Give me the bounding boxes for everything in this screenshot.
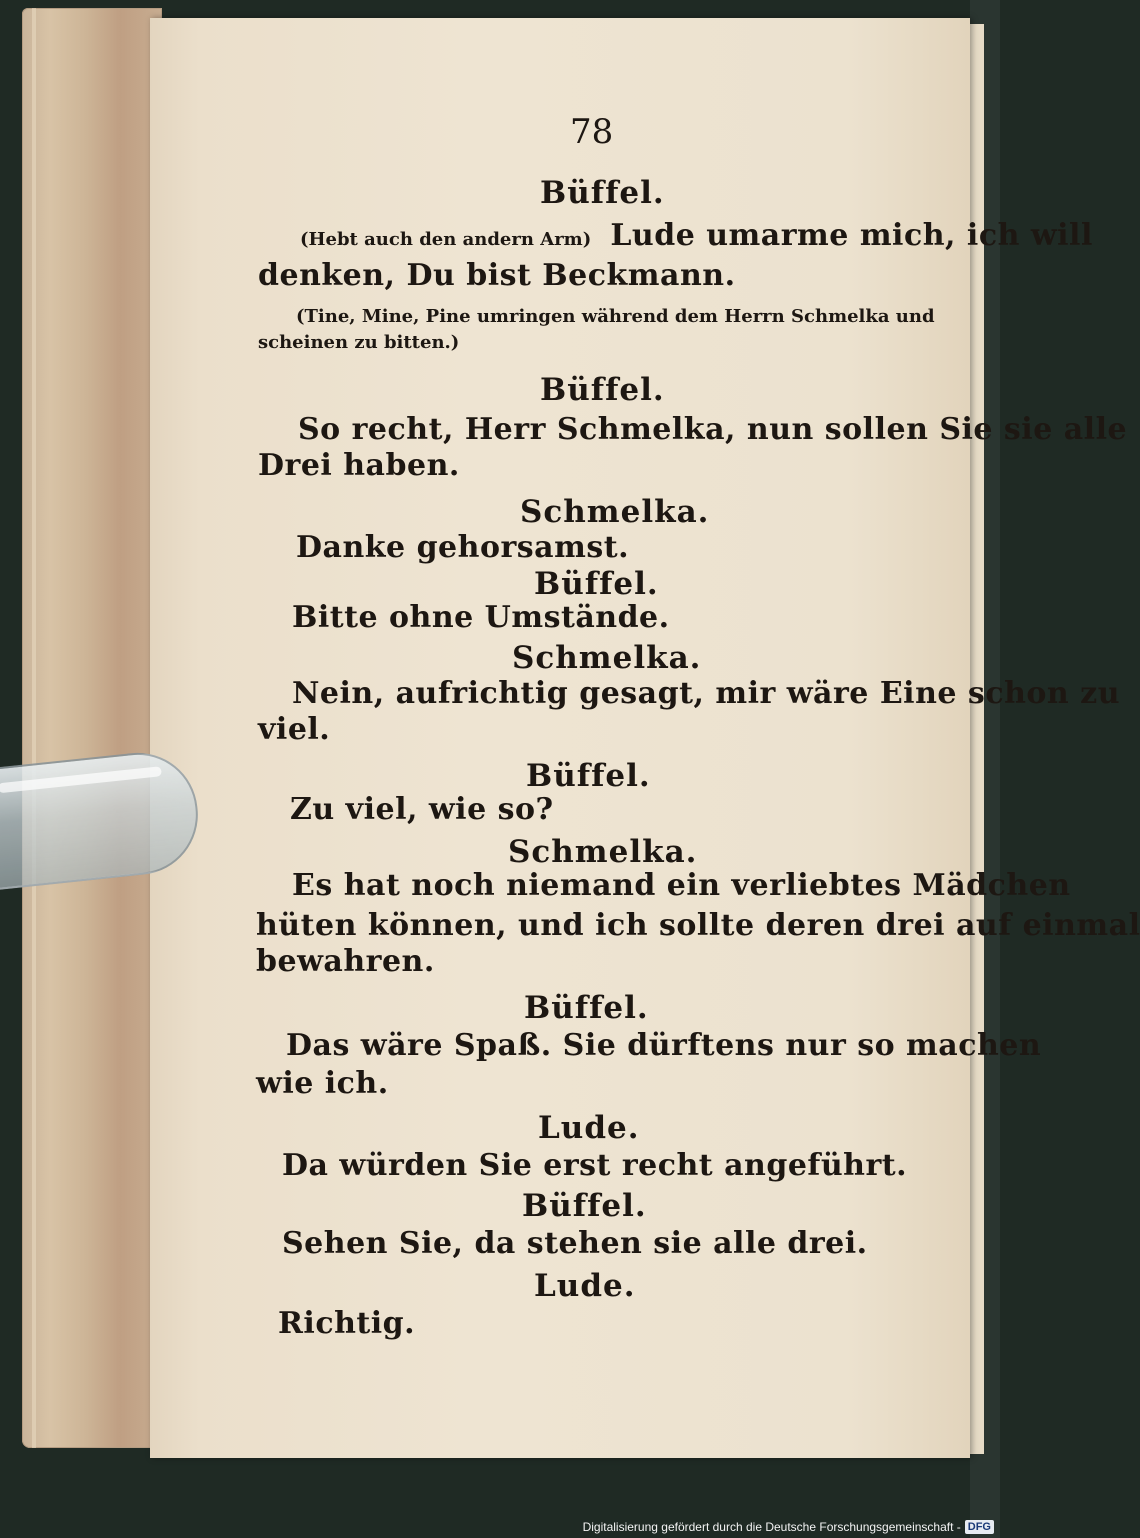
speaker-name: Büffel. [534, 566, 659, 602]
stage-direction: (Hebt auch den andern Arm) [300, 229, 592, 250]
dialogue-text: Da würden Sie erst recht angeführt. [282, 1148, 908, 1183]
text-line [300, 218, 1093, 253]
dialogue-text: wie ich. [256, 1066, 389, 1101]
speaker-name: Büffel. [540, 372, 665, 408]
speaker-name: Schmelka. [520, 494, 710, 530]
speaker-name: Lude. [538, 1110, 640, 1146]
dialogue-text: Zu viel, wie so? [290, 792, 554, 827]
dialogue-text: viel. [258, 712, 331, 747]
dialogue-text: Sehen Sie, da stehen sie alle drei. [282, 1226, 868, 1261]
dialogue-text: So recht, Herr Schmelka, nun sollen Sie sie alle [298, 412, 1128, 447]
dialogue-text: Bitte ohne Umstände. [292, 600, 670, 635]
speaker-name: Büffel. [526, 758, 651, 794]
stage-direction: scheinen zu bitten.) [258, 332, 460, 353]
dialogue-text: hüten können, und ich sollte deren drei auf einmal [256, 908, 1140, 943]
page-edges [22, 8, 162, 1448]
dialogue-text: bewahren. [256, 944, 435, 979]
credit-text: Digitalisierung gefördert durch die Deutsche Forschungsgemeinschaft - [582, 1520, 961, 1534]
speaker-name: Schmelka. [508, 834, 698, 870]
dfg-logo: DFG [965, 1520, 994, 1534]
digitization-credit [583, 1520, 994, 1534]
speaker-name: Büffel. [522, 1188, 647, 1224]
speaker-name: Büffel. [524, 990, 649, 1026]
dialogue-text: Nein, aufrichtig gesagt, mir wäre Eine schon zu [292, 676, 1121, 711]
speaker-name: Schmelka. [512, 640, 702, 676]
dialogue-text: Es hat noch niemand ein verliebtes Mädchen [292, 868, 1071, 903]
dialogue-text: Danke gehorsamst. [296, 530, 630, 565]
stage-direction: (Tine, Mine, Pine umringen während dem Herrn Schmelka und [296, 306, 935, 327]
dialogue-text: Richtig. [278, 1306, 416, 1341]
dialogue-text: denken, Du bist Beckmann. [258, 258, 736, 293]
dialogue-text: Das wäre Spaß. Sie dürftens nur so machen [286, 1028, 1042, 1063]
dialogue-text: Drei haben. [258, 448, 460, 483]
speaker-name: Büffel. [540, 175, 665, 211]
speaker-name: Lude. [534, 1268, 636, 1304]
dialogue-text: Lude umarme mich, ich will [610, 218, 1093, 253]
page-number: 78 [570, 112, 614, 152]
